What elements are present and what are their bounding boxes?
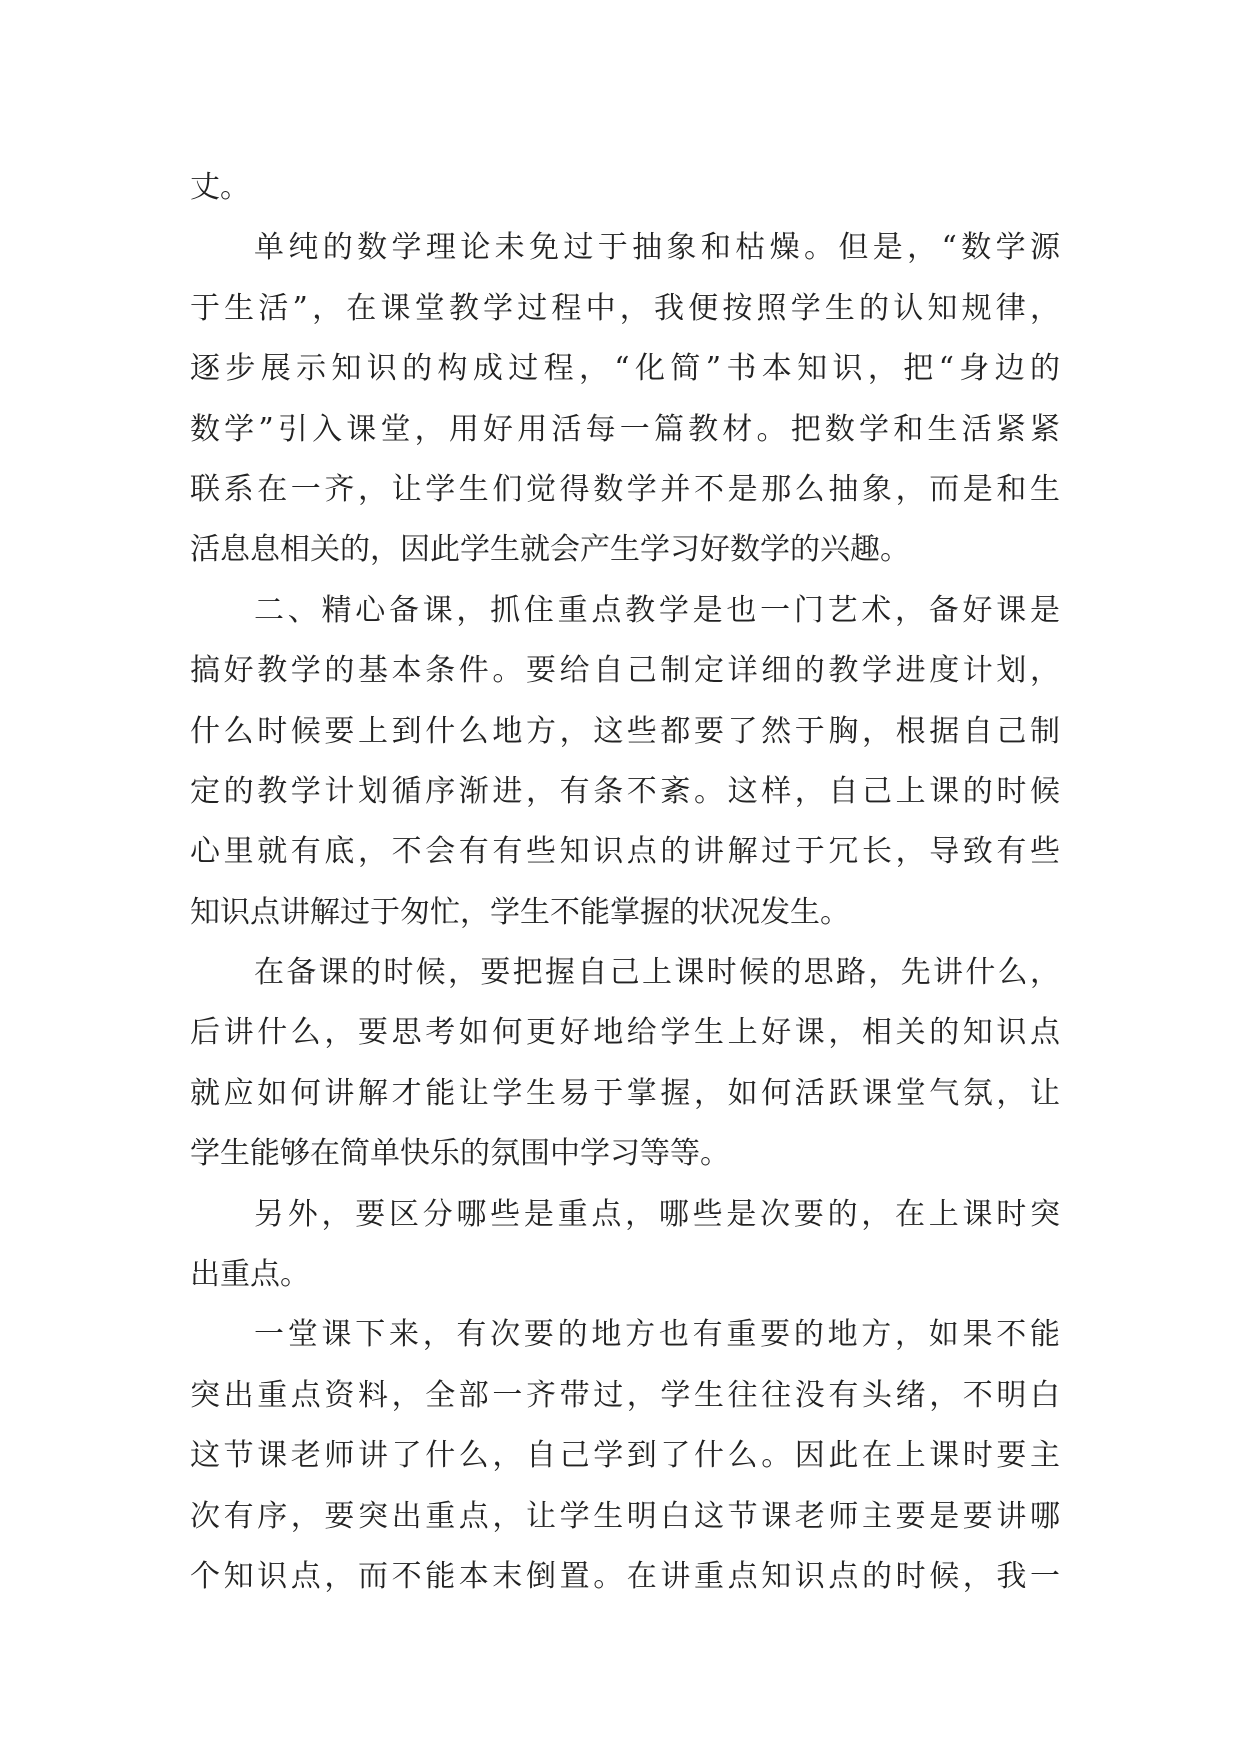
text-line: 后讲什么，要思考如何更好地给学生上好课，相关的知识点 <box>190 1015 1060 1051</box>
text-line: 逐步展示知识的构成过程，“化简”书本知识，把“身边的 <box>190 351 1060 387</box>
text-line: 二、精心备课，抓住重点教学是也一门艺术，备好课是 <box>254 592 1060 628</box>
text-line: 活息息相关的，因此学生就会产生学习好数学的兴趣。 <box>190 532 910 568</box>
document-body <box>190 158 1060 1607</box>
text-line: 于生活”，在课堂教学过程中，我便按照学生的认知规律， <box>190 290 1060 326</box>
text-line: 出重点。 <box>190 1257 310 1293</box>
text-line: 次有序，要突出重点，让学生明白这节课老师主要是要讲哪 <box>190 1498 1060 1534</box>
text-line: 单纯的数学理论未免过于抽象和枯燥。但是，“数学源 <box>254 230 1060 266</box>
text-line: 丈。 <box>190 170 250 205</box>
text-line: 数学”引入课堂，用好用活每一篇教材。把数学和生活紧紧 <box>190 411 1060 447</box>
text-line: 定的教学计划循序渐进，有条不紊。这样，自己上课的时候 <box>190 773 1060 809</box>
text-line: 心里就有底，不会有有些知识点的讲解过于冗长，导致有些 <box>190 834 1060 870</box>
text-line: 搞好教学的基本条件。要给自己制定详细的教学进度计划， <box>190 653 1060 689</box>
text-line: 知识点讲解过于匆忙，学生不能掌握的状况发生。 <box>190 894 850 930</box>
text-line: 突出重点资料，全部一齐带过，学生往往没有头绪，不明白 <box>190 1377 1060 1413</box>
text-line: 在备课的时候，要把握自己上课时候的思路，先讲什么， <box>254 955 1060 991</box>
text-line: 一堂课下来，有次要的地方也有重要的地方，如果不能 <box>254 1317 1060 1353</box>
text-line: 联系在一齐，让学生们觉得数学并不是那么抽象，而是和生 <box>190 471 1060 507</box>
text-line: 这节课老师讲了什么，自己学到了什么。因此在上课时要主 <box>190 1438 1060 1474</box>
text-line: 学生能够在简单快乐的氛围中学习等等。 <box>190 1136 730 1172</box>
text-line: 个知识点，而不能本末倒置。在讲重点知识点的时候，我一 <box>190 1558 1060 1594</box>
text-line: 另外，要区分哪些是重点，哪些是次要的，在上课时突 <box>254 1196 1060 1232</box>
text-line: 什么时候要上到什么地方，这些都要了然于胸，根据自己制 <box>190 713 1060 749</box>
text-line: 就应如何讲解才能让学生易于掌握，如何活跃课堂气氛，让 <box>190 1075 1060 1111</box>
